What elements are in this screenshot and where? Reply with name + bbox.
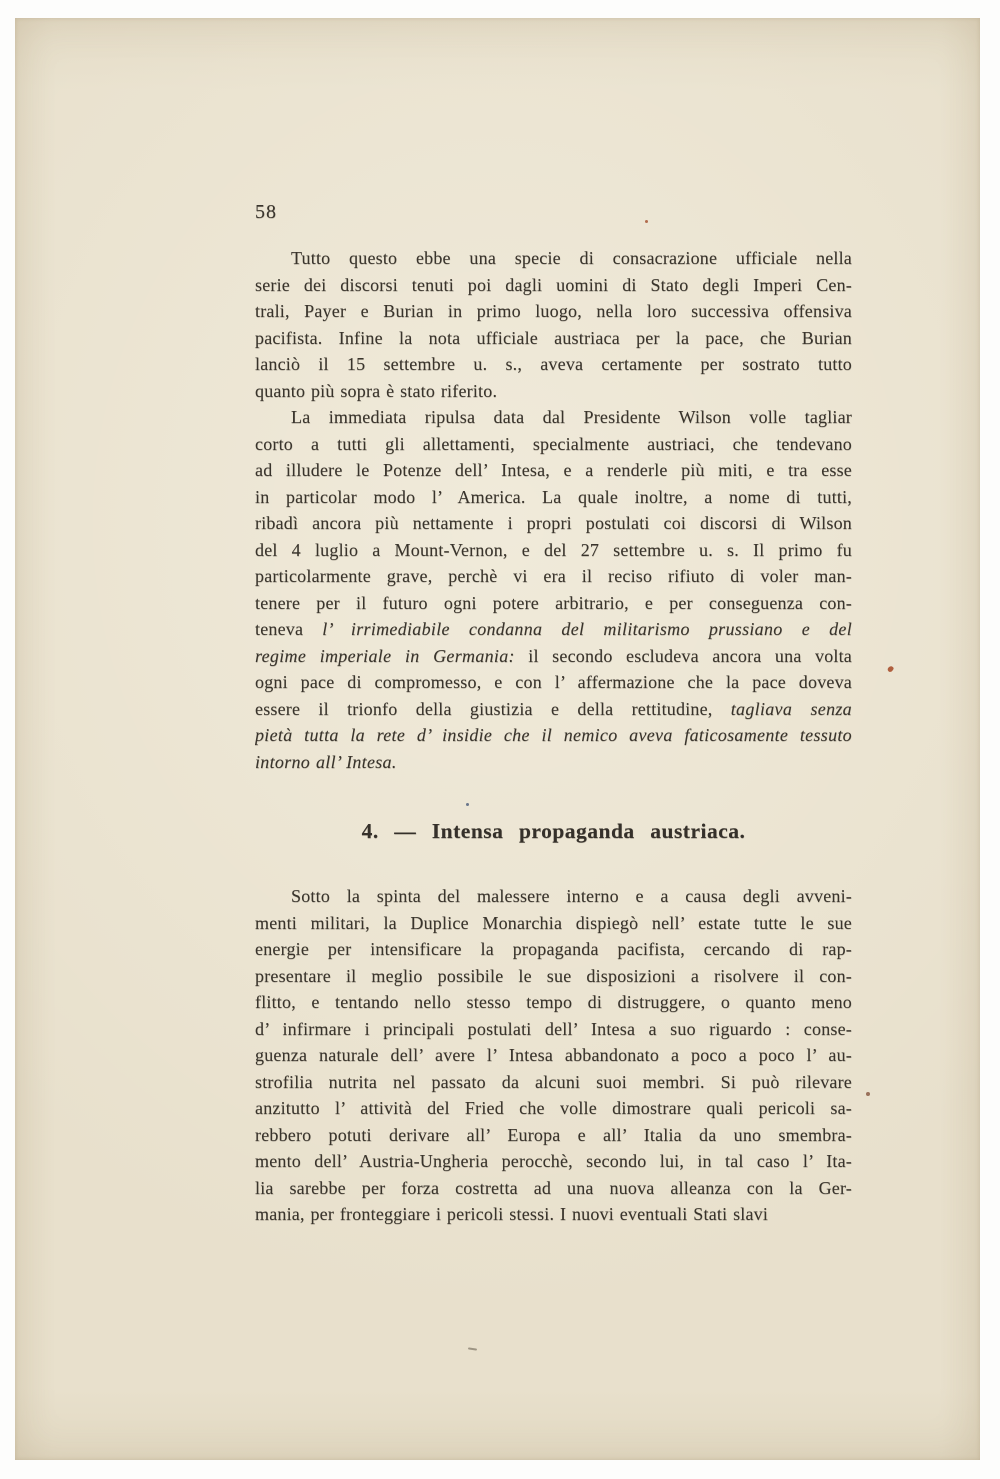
text-line: pietà tutta la rete d’ insidie che il nemico aveva faticosamente tessuto (255, 725, 852, 745)
text-line: Sotto la spinta del malessere interno e a causa degli avveni- (291, 886, 852, 906)
text-line: ad illudere le Potenze dell’ Intesa, e a renderle più miti, e tra esse (255, 460, 852, 480)
paragraph (255, 404, 852, 775)
text-line: corto a tutti gli allettamenti, specialmente austriaci, che tendevano (255, 433, 852, 454)
section-heading: 4. — Intensa propaganda austriaca. (361, 819, 746, 843)
text-line: trali, Payer e Burian in primo luogo, nella loro successiva offensiva (255, 301, 852, 321)
text-line: lanciò il 15 settembre u. s., aveva certamente per sostrato tutto (255, 354, 852, 374)
text-line: mania, per fronteggiare i pericoli stessi. I nuovi eventuali Stati slavi (255, 1204, 769, 1224)
text-line: del 4 luglio a Mount-Vernon, e del 27 settembre u. s. Il primo fu (255, 539, 852, 560)
paper-speck (645, 220, 648, 223)
page-number: 58 (255, 201, 277, 223)
text-column (255, 245, 852, 1228)
text-line: essere il trionfo della giustizia e della rettitudine, tagliava senza (255, 698, 852, 719)
text-line: flitto, e tentando nello stesso tempo di distruggere, o quanto meno (255, 992, 852, 1012)
text-line: tenere per il futuro ogni potere arbitrario, e per conseguenza con- (255, 592, 852, 613)
text-line: lia sarebbe per forza costretta ad una nuova alleanza con la Ger- (255, 1177, 852, 1198)
text-line: mento dell’ Austria-Ungheria perocchè, secondo lui, in tal caso l’ Ita- (255, 1151, 852, 1171)
text-line: regime imperiale in Germania: il secondo escludeva ancora una volta (255, 645, 852, 666)
text-line: teneva l’ irrimediabile condanna del militarismo prussiano e del (255, 619, 852, 639)
paper-speck (887, 665, 895, 673)
text-line: serie dei discorsi tenuti poi dagli uomini di Stato degli Imperi Cen- (255, 274, 852, 295)
text-line: anzitutto l’ attività del Fried che volle dimostrare quali pericoli sa- (255, 1098, 852, 1118)
text-line: ribadì ancora più nettamente i propri postulati coi discorsi di Wilson (255, 513, 852, 533)
text-line: presentare il meglio possibile le sue disposizioni a risolvere il con- (255, 965, 852, 986)
book-page (15, 18, 980, 1460)
text-line: particolarmente grave, perchè vi era il reciso rifiuto di voler man- (255, 566, 852, 586)
text-line: ogni pace di compromesso, e con l’ affermazione che la pace doveva (255, 672, 852, 692)
paper-speck (468, 1347, 477, 1350)
text-line: energie per intensificare la propaganda pacifista, cercando di rap- (255, 939, 852, 959)
paper-speck (466, 803, 469, 806)
paper-speck (866, 1092, 870, 1096)
text-line: guenza naturale dell’ avere l’ Intesa abbandonato a poco a poco l’ au- (255, 1045, 852, 1065)
text-line: rebbero potuti derivare all’ Europa e all’ Italia da uno smembra- (255, 1124, 852, 1145)
text-line: in particolar modo l’ America. La quale inoltre, a nome di tutti, (255, 486, 852, 507)
text-line: strofilia nutrita nel passato da alcuni suoi membri. Si può rilevare (255, 1071, 852, 1092)
paragraph (255, 245, 852, 404)
text-line: Tutto questo ebbe una specie di consacrazione ufficiale nella (291, 248, 852, 268)
text-line: La immediata ripulsa data dal Presidente Wilson volle tagliar (291, 407, 852, 427)
text-line: pacifista. Infine la nota ufficiale austriaca per la pace, che Burian (255, 327, 852, 348)
text-line: d’ infirmare i principali postulati dell’ Intesa a suo riguardo : conse- (255, 1018, 852, 1039)
text-line: menti militari, la Duplice Monarchia dispiegò nell’ estate tutte le sue (255, 912, 852, 933)
text-line: quanto più sopra è stato riferito. (255, 380, 498, 401)
text-line: intorno all’ Intesa. (255, 751, 397, 772)
paragraph (255, 883, 852, 1228)
